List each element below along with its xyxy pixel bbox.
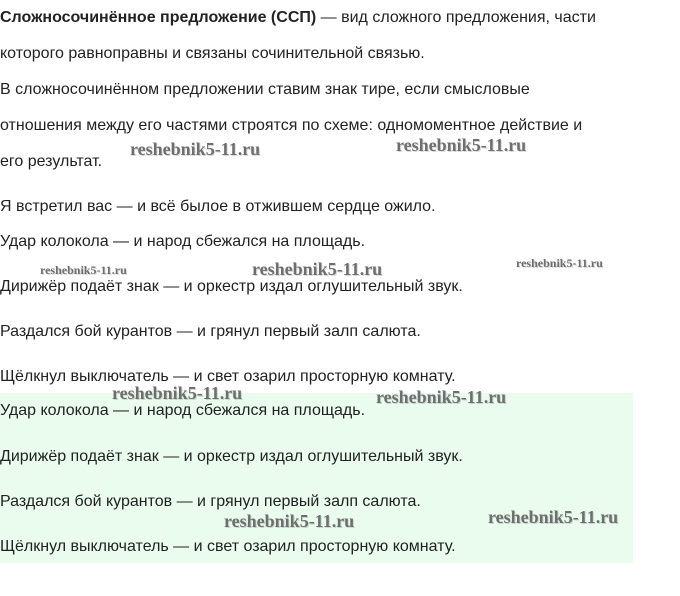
rule-line-3: его результат. <box>0 153 103 170</box>
example-2: Удар колокола — и народ сбежался на площадь. <box>0 233 366 250</box>
watermark: reshebnik5-11.ru <box>224 511 355 531</box>
highlighted-example-1: Удар колокола — и народ сбежался на площадь. <box>0 402 366 419</box>
watermark: reshebnik5-11.ru <box>488 507 619 527</box>
example-5: Щёлкнул выключатель — и свет озарил просторную комнату. <box>0 368 456 385</box>
watermark: reshebnik5-11.ru <box>40 263 127 277</box>
example-3: Дирижёр подаёт знак — и оркестр издал оглушительный звук. <box>0 278 463 295</box>
rule-line-1: В сложносочинённом предложении ставим знак тире, если смысловые <box>0 81 530 98</box>
watermark: reshebnik5-11.ru <box>516 256 603 270</box>
example-1: Я встретил вас — и всё былое в отжившем сердце ожило. <box>0 198 436 215</box>
highlighted-example-4: Щёлкнул выключатель — и свет озарил просторную комнату. <box>0 538 456 555</box>
definition-line-2: которого равноправны и связаны сочинительной связью. <box>0 45 425 62</box>
watermark: reshebnik5-11.ru <box>396 135 527 155</box>
highlighted-example-3: Раздался бой курантов — и грянул первый залп салюта. <box>0 493 421 510</box>
term: Сложносочинённое предложение (ССП) <box>0 9 317 26</box>
definition-rest: — вид сложного предложения, части <box>316 9 596 26</box>
watermark: reshebnik5-11.ru <box>130 139 261 159</box>
definition-line-1 <box>0 8 596 28</box>
example-4: Раздался бой курантов — и грянул первый залп салюта. <box>0 323 421 340</box>
watermark: reshebnik5-11.ru <box>112 383 243 403</box>
rule-line-2: отношения между его частями строятся по схеме: одномоментное действие и <box>0 117 583 134</box>
watermark: reshebnik5-11.ru <box>252 259 383 279</box>
highlighted-example-2: Дирижёр подаёт знак — и оркестр издал оглушительный звук. <box>0 448 463 465</box>
watermark: reshebnik5-11.ru <box>376 387 507 407</box>
